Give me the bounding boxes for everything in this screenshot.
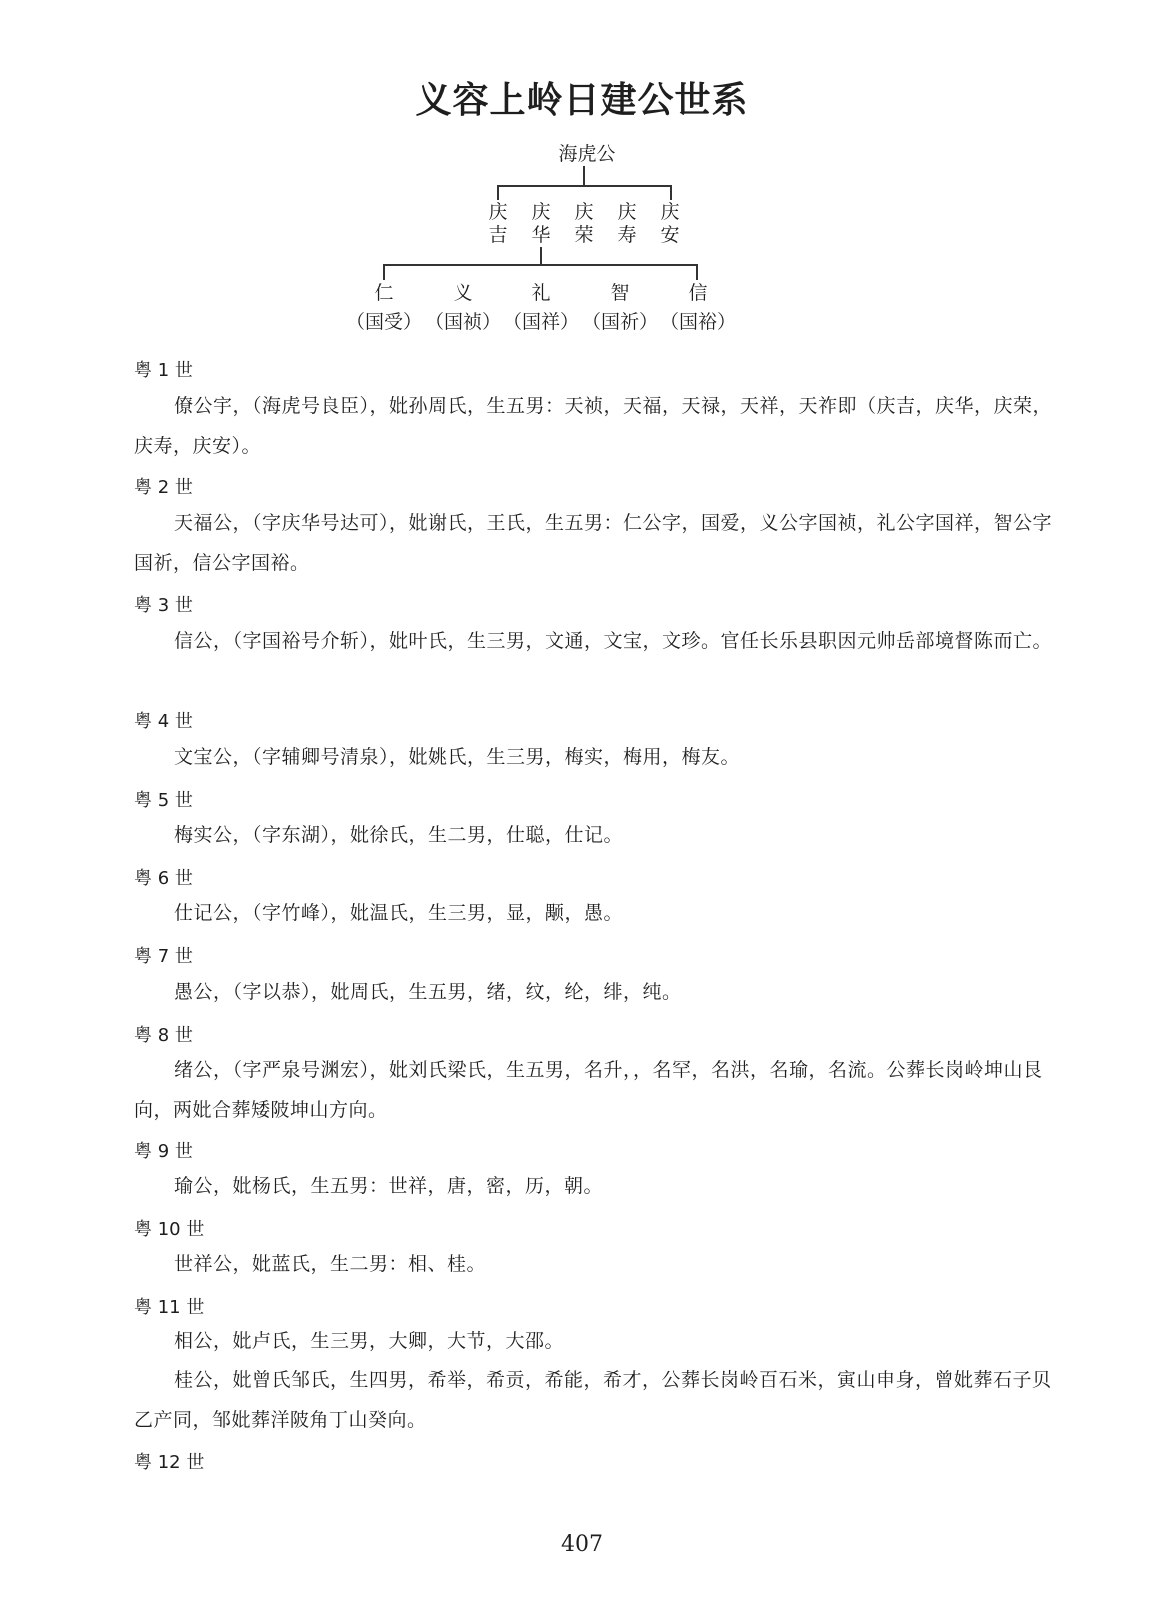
entry-paragraph: 相公，妣卢氏，生三男，大卿，大节，大邵。 xyxy=(174,1330,565,1352)
generation-heading: 粤 8 世 xyxy=(134,1025,193,1046)
generation-heading: 粤 11 世 xyxy=(134,1297,205,1318)
tree-level2-node: 庆 安 xyxy=(660,201,680,246)
generation-heading: 粤 7 世 xyxy=(134,946,193,967)
tree-level2-node: 庆 吉 xyxy=(488,201,508,246)
tree-connector xyxy=(583,166,585,186)
tree-connector xyxy=(383,264,698,266)
tree-level2-node: 庆 华 xyxy=(531,201,551,246)
generation-heading: 粤 2 世 xyxy=(134,477,193,498)
entry-paragraph: 愚公，（字以恭），妣周氏，生五男，绪，纹，纶，绯，纯。 xyxy=(174,981,682,1003)
page-title: 义容上岭日建公世系 xyxy=(415,80,749,121)
tree-level3-node: 信 （国裕） xyxy=(659,282,736,333)
family-tree xyxy=(0,0,1164,340)
tree-level3-node: 义 （国祯） xyxy=(424,282,501,333)
generation-heading: 粤 3 世 xyxy=(134,595,193,616)
tree-connector xyxy=(497,185,672,187)
tree-connector xyxy=(696,264,698,280)
entry-paragraph: 绪公，（字严泉号渊宏），妣刘氏梁氏，生五男，名升，，名罕，名洪，名瑜，名流。公葬长岗岭坤山艮向，两妣合葬矮陂坤山方向。 xyxy=(134,1059,1043,1121)
tree-level3-node: 礼 （国祥） xyxy=(502,282,579,333)
entry-paragraph: 世祥公，妣蓝氏，生二男：相、桂。 xyxy=(174,1253,487,1275)
generation-heading: 粤 6 世 xyxy=(134,868,193,889)
entry-paragraph: 僚公宇，（海虎号良臣），妣孙周氏，生五男：天祯，天福，天禄，天祥，天祚即（庆吉，庆华，庆荣，庆寿，庆安）。 xyxy=(134,395,1053,457)
generation-heading: 粤 1 世 xyxy=(134,360,193,381)
tree-connector xyxy=(670,185,672,200)
tree-level2-node: 庆 荣 xyxy=(574,201,594,246)
tree-root: 海虎公 xyxy=(558,143,616,165)
tree-level3-node: 智 （国祈） xyxy=(581,282,658,333)
entry-paragraph: 梅实公，（字东湖），妣徐氏，生二男，仕聪，仕记。 xyxy=(174,824,624,846)
generation-heading: 粤 12 世 xyxy=(134,1452,205,1473)
generation-heading: 粤 4 世 xyxy=(134,711,193,732)
entry-paragraph: 瑜公，妣杨氏，生五男：世祥，唐，密，历，朝。 xyxy=(174,1175,604,1197)
generation-heading: 粤 10 世 xyxy=(134,1219,205,1240)
generation-heading: 粤 9 世 xyxy=(134,1141,193,1162)
tree-connector xyxy=(540,247,542,265)
tree-level2-node: 庆 寿 xyxy=(617,201,637,246)
entry-paragraph: 信公，（字国裕号介斩），妣叶氏，生三男，文通，文宝，文珍。官任长乐县职因元帅岳部境督陈而亡。 xyxy=(174,630,1053,652)
entry-paragraph: 桂公，妣曾氏邹氏，生四男，希举，希贡，希能，希才，公葬长岗岭百石米，寅山申身，曾妣葬石子贝乙产同，邹妣葬洋陂角丁山癸向。 xyxy=(134,1369,1052,1431)
generation-heading: 粤 5 世 xyxy=(134,790,193,811)
tree-connector xyxy=(383,264,385,280)
entry-paragraph: 文宝公，（字辅卿号清泉），妣姚氏，生三男，梅实，梅用，梅友。 xyxy=(174,746,741,768)
tree-connector xyxy=(497,185,499,200)
entry-paragraph: 天福公，（字庆华号达可），妣谢氏，王氏，生五男：仁公字，国爱，义公字国祯，礼公字国祥，智公字国祈，信公字国裕。 xyxy=(134,512,1053,574)
page-number: 407 xyxy=(561,1532,603,1557)
tree-level3-node: 仁 （国受） xyxy=(345,282,422,333)
entry-paragraph: 仕记公，（字竹峰），妣温氏，生三男，显，颙，愚。 xyxy=(174,902,624,924)
